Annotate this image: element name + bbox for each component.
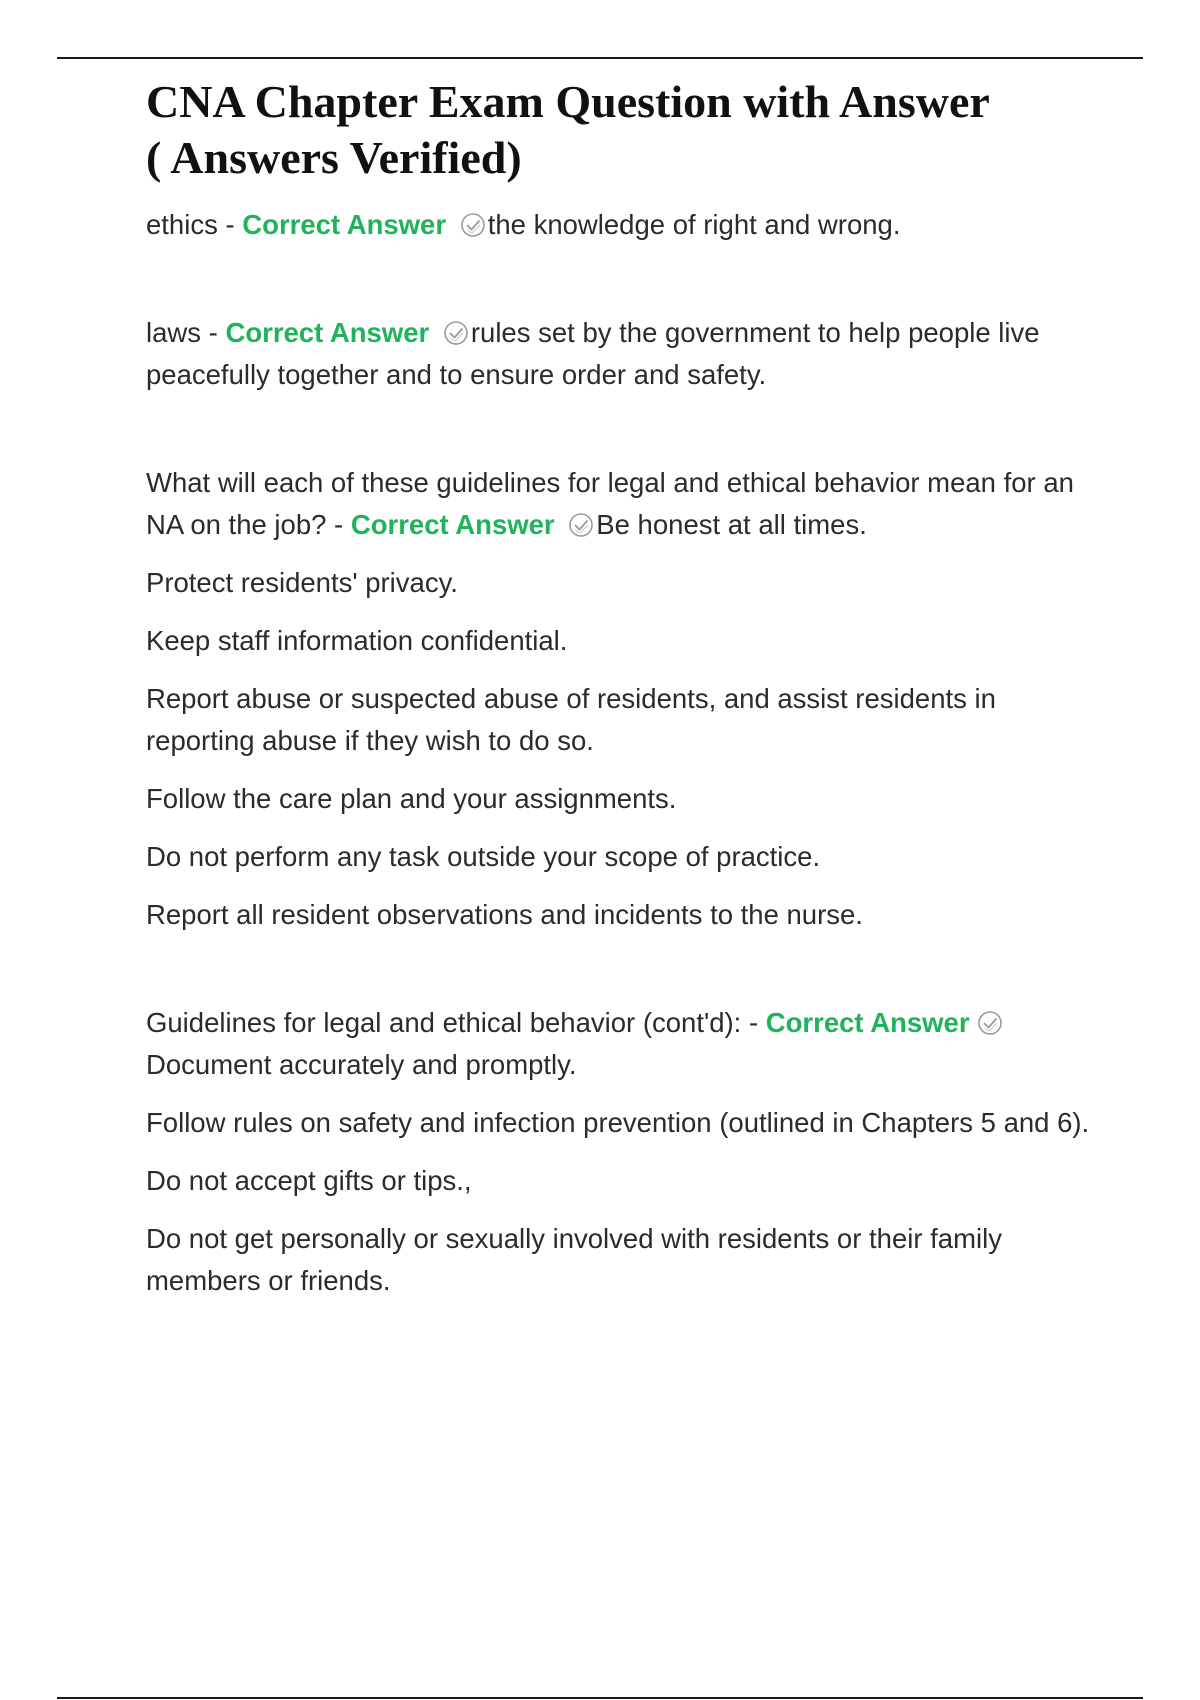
correct-answer-label: Correct Answer xyxy=(242,209,447,240)
answer-line: Follow the care plan and your assignments. xyxy=(146,783,677,814)
answer-line: Do not get personally or sexually involved with residents or their family members or friends. xyxy=(146,1223,1002,1296)
answer-text: Document accurately and promptly. xyxy=(146,1049,577,1080)
answer-text: the knowledge of right and wrong. xyxy=(487,209,901,240)
answer-text: rules set by the government to help people live peacefully together and to ensure order and safety. xyxy=(146,317,1040,390)
check-circle-icon xyxy=(977,1010,1003,1036)
check-circle-icon xyxy=(443,320,469,346)
correct-answer-label: Correct Answer xyxy=(350,509,555,540)
check-circle-icon xyxy=(568,512,594,538)
answer-line: Report abuse or suspected abuse of residents, and assist residents in reporting abuse if they wish to do so. xyxy=(146,683,996,756)
top-rule xyxy=(57,57,1143,59)
question-term: Guidelines for legal and ethical behavior (cont'd): - xyxy=(146,1007,766,1038)
answer-line: Do not accept gifts or tips., xyxy=(146,1165,472,1196)
title-line-1: CNA Chapter Exam Question with Answer xyxy=(146,76,990,127)
qa-guidelines xyxy=(146,462,1092,546)
question-term: ethics - xyxy=(146,209,243,240)
question-term: What will each of these guidelines for legal and ethical behavior mean for an NA on the job? - xyxy=(146,467,1074,540)
answer-line: Report all resident observations and incidents to the nurse. xyxy=(146,899,863,930)
qa-laws xyxy=(146,312,1092,396)
qa-guidelines-contd xyxy=(146,1002,1092,1086)
correct-answer-label: Correct Answer xyxy=(225,317,430,348)
bottom-rule xyxy=(57,1697,1143,1699)
document-body xyxy=(146,74,1092,1318)
check-circle-icon xyxy=(460,212,486,238)
title-line-2: ( Answers Verified) xyxy=(146,132,522,183)
answer-line: Keep staff information confidential. xyxy=(146,625,568,656)
question-term: laws - xyxy=(146,317,226,348)
correct-answer-label: Correct Answer xyxy=(765,1007,970,1038)
answer-line: Follow rules on safety and infection prevention (outlined in Chapters 5 and 6). xyxy=(146,1107,1090,1138)
answer-line: Protect residents' privacy. xyxy=(146,567,458,598)
qa-ethics xyxy=(146,204,1092,246)
answer-text: Be honest at all times. xyxy=(596,509,867,540)
answer-line: Do not perform any task outside your scope of practice. xyxy=(146,841,821,872)
page-title xyxy=(146,74,1092,186)
